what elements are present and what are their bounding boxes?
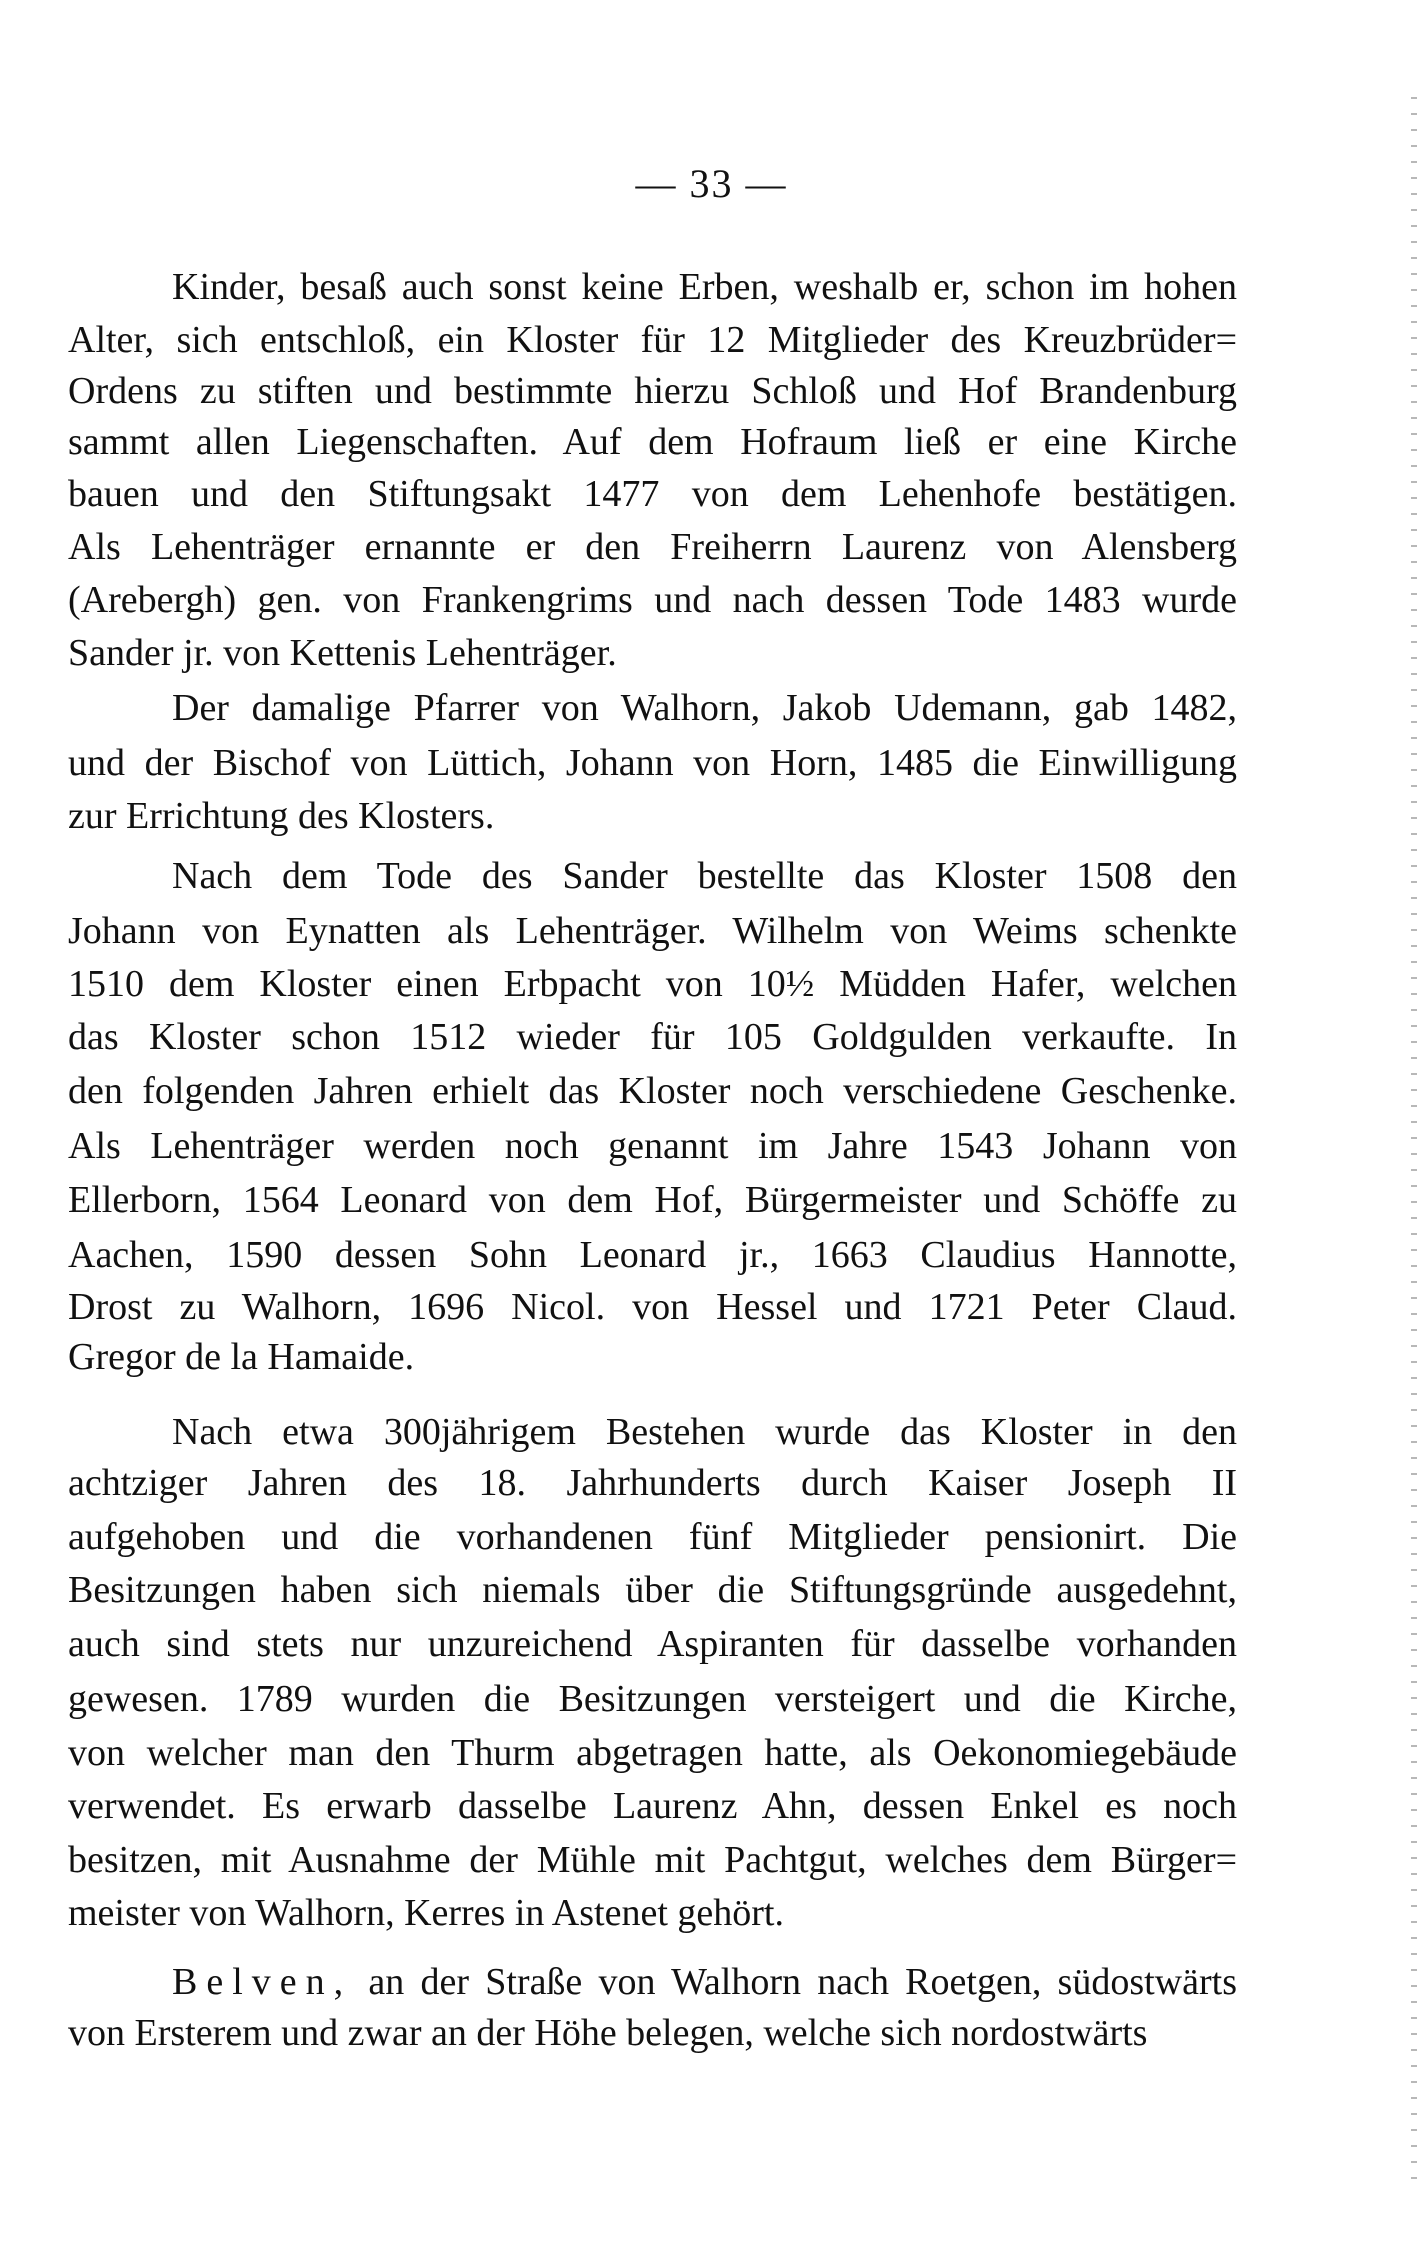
text-line: besitzen, mit Ausnahme der Mühle mit Pachtgut, welches dem Bürger=: [68, 1839, 1237, 1881]
text-line: Johann von Eynatten als Lehenträger. Wilhelm von Weims schenkte: [68, 910, 1237, 952]
text-line: achtziger Jahren des 18. Jahrhunderts durch Kaiser Joseph II: [68, 1462, 1237, 1504]
text-line: Ordens zu stiften und bestimmte hierzu Schloß und Hof Brandenburg: [68, 370, 1237, 412]
text-line: sammt allen Liegenschaften. Auf dem Hofraum ließ er eine Kirche: [68, 421, 1237, 463]
text-line: Nach etwa 300jährigem Bestehen wurde das Kloster in den: [172, 1411, 1237, 1453]
text-line: Sander jr. von Kettenis Lehenträger.: [68, 632, 617, 674]
page-number: — 33 —: [635, 161, 788, 206]
text-line: verwendet. Es erwarb dasselbe Laurenz Ahn, dessen Enkel es noch: [68, 1785, 1237, 1827]
place-name-heading: Belven,: [172, 1961, 353, 2003]
text-line: zur Errichtung des Klosters.: [68, 795, 495, 837]
text-line: Als Lehenträger ernannte er den Freiherrn Laurenz von Alensberg: [68, 526, 1237, 568]
text-line: den folgenden Jahren erhielt das Kloster noch verschiedene Geschenke.: [68, 1070, 1237, 1112]
text-line: Besitzungen haben sich niemals über die Stiftungsgründe ausgedehnt,: [68, 1569, 1237, 1611]
scan-edge-noise: [1411, 90, 1417, 2190]
text-line: das Kloster schon 1512 wieder für 105 Goldgulden verkaufte. In: [68, 1016, 1237, 1058]
text-line: Der damalige Pfarrer von Walhorn, Jakob Udemann, gab 1482,: [172, 687, 1237, 729]
text-line: Gregor de la Hamaide.: [68, 1336, 415, 1378]
text-line: Alter, sich entschloß, ein Kloster für 12 Mitglieder des Kreuzbrüder=: [68, 319, 1237, 361]
text-line: aufgehoben und die vorhandenen fünf Mitglieder pensionirt. Die: [68, 1516, 1237, 1558]
text-line: Ellerborn, 1564 Leonard von dem Hof, Bürgermeister und Schöffe zu: [68, 1179, 1237, 1221]
text-line: auch sind stets nur unzureichend Aspiranten für dasselbe vorhanden: [68, 1623, 1237, 1665]
text-line: Kinder, besaß auch sonst keine Erben, weshalb er, schon im hohen: [172, 266, 1237, 308]
text-line: von Ersterem und zwar an der Höhe belegen, welche sich nordostwärts: [68, 2012, 1148, 2054]
text-line: und der Bischof von Lüttich, Johann von Horn, 1485 die Einwilligung: [68, 742, 1237, 784]
text-line: Als Lehenträger werden noch genannt im Jahre 1543 Johann von: [68, 1125, 1237, 1167]
text-line: Aachen, 1590 dessen Sohn Leonard jr., 1663 Claudius Hannotte,: [68, 1234, 1237, 1276]
text-line: 1510 dem Kloster einen Erbpacht von 10½ Müdden Hafer, welchen: [68, 963, 1237, 1005]
text-line: bauen und den Stiftungsakt 1477 von dem Lehenhofe bestätigen.: [68, 473, 1237, 515]
text-line: meister von Walhorn, Kerres in Astenet gehört.: [68, 1892, 784, 1934]
text-line: gewesen. 1789 wurden die Besitzungen versteigert und die Kirche,: [68, 1678, 1237, 1720]
text-line-rest: an der Straße von Walhorn nach Roetgen, südostwärts: [352, 1961, 1237, 2003]
text-line: Drost zu Walhorn, 1696 Nicol. von Hessel und 1721 Peter Claud.: [68, 1286, 1237, 1328]
text-line: [172, 1959, 1237, 2005]
text-line: Nach dem Tode des Sander bestellte das Kloster 1508 den: [172, 855, 1237, 897]
text-line: (Arebergh) gen. von Frankengrims und nach dessen Tode 1483 wurde: [68, 579, 1237, 621]
text-line: von welcher man den Thurm abgetragen hatte, als Oekonomiegebäude: [68, 1732, 1237, 1774]
